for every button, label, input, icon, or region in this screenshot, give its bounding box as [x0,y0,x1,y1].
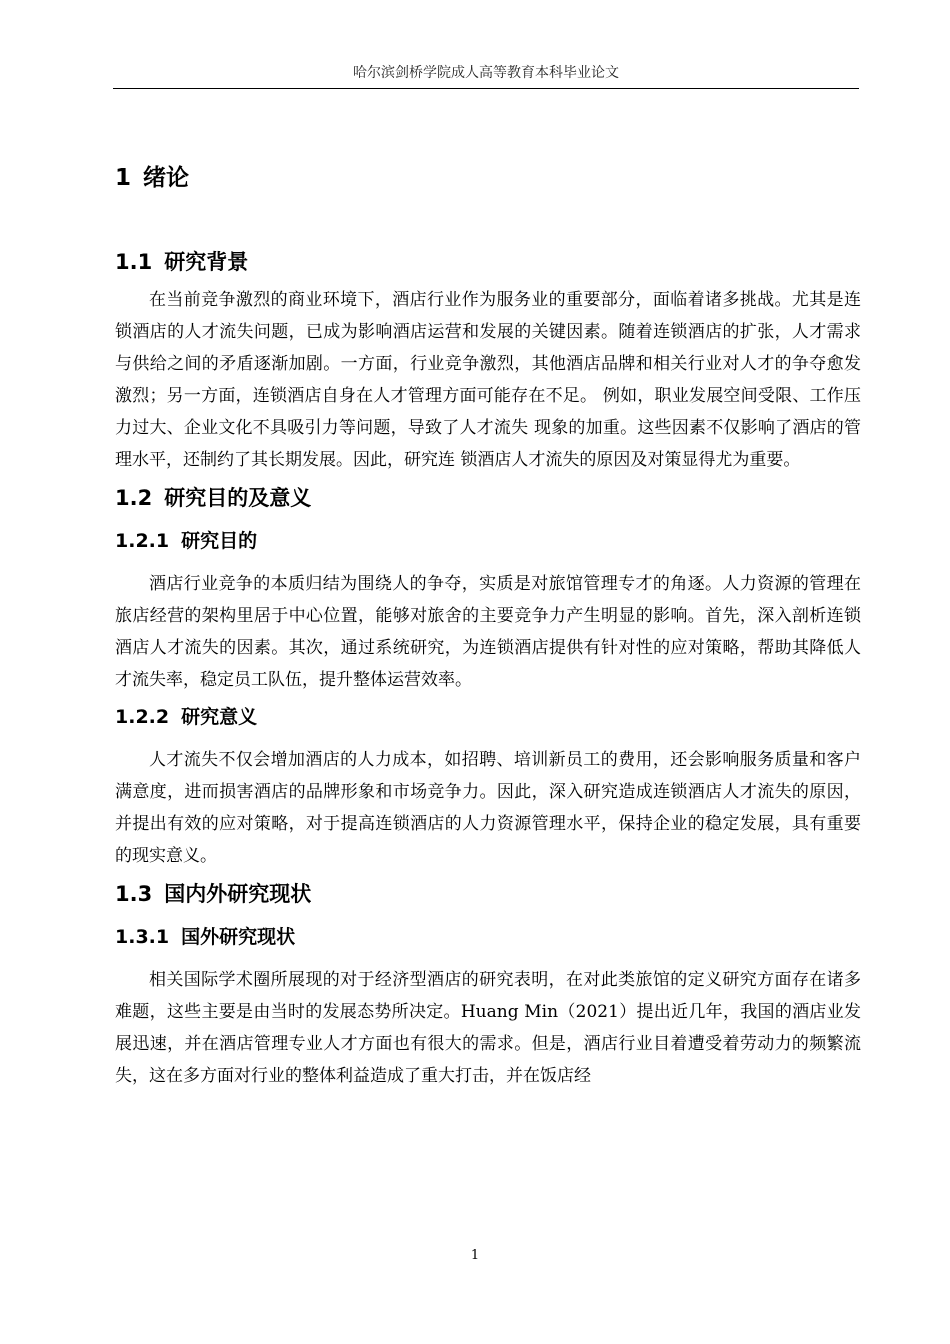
section-number: 1.2 [115,486,153,510]
subsection-title: 国外研究现状 [181,926,296,948]
section-title: 研究背景 [164,250,249,274]
subsection-heading-1-2-1 [115,520,861,562]
subsection-heading-1-3-1 [115,916,861,958]
subsection-number: 1.3.1 [115,926,170,948]
subsection-heading-1-2-2 [115,696,861,738]
paragraph-background: 在当前竞争激烈的商业环境下，酒店行业作为服务业的重要部分，面临着诸多挑战。尤其是连锁酒店的人才流失问题，已成为影响酒店运营和发展的关键因素。随着连锁酒店的扩张，人才需求与供给之间的矛盾逐渐加剧。一方面，行业竞争激烈，其他酒店品牌和相关行业对人才的争夺愈发激烈；另一方面，连锁酒店自身在人才管理方面可能存在不足。 例如，职业发展空间受限、工作压力过大、企业文化不具吸引力等问题，导致了人才流失 现象的加重。这些因素不仅影响了酒店的管理水平，还制约了其长期发展。因此，研究连 锁酒店人才流失的原因及对策显得尤为重要。 [115,290,861,470]
chapter-title: 绪论 [143,165,190,191]
section-title: 研究目的及意义 [164,486,312,510]
subsection-title: 研究目的 [181,530,258,552]
section-heading-1-1 [115,240,861,284]
subsection-number: 1.2.1 [115,530,170,552]
header-divider [113,88,859,89]
section-heading-1-2 [115,476,861,520]
page-header: 哈尔滨剑桥学院成人高等教育本科毕业论文 [353,65,619,81]
section-number: 1.3 [115,882,153,906]
chapter-heading [115,152,861,204]
paragraph-significance: 人才流失不仅会增加酒店的人力成本，如招聘、培训新员工的费用，还会影响服务质量和客户满意度，进而损害酒店的品牌形象和市场竞争力。因此，深入研究造成连锁酒店人才流失的原因，并提出有效的应对策略，对于提高连锁酒店的人力资源管理水平，保持企业的稳定发展，具有重要的现实意义。 [115,750,861,866]
chapter-number: 1 [115,165,132,191]
spacer [115,204,861,240]
section-heading-1-3 [115,872,861,916]
paragraph-foreign-research: 相关国际学术圈所展现的对于经济型酒店的研究表明，在对此类旅馆的定义研究方面存在诸多难题，这些主要是由当时的发展态势所决定。Huang Min（2021）提出近几年，我国的酒店业发展迅速，并在酒店管理专业人才方面也有很大的需求。但是，酒店行业目着遭受着劳动力的频繁流失，这在多方面对行业的整体利益造成了重大打击，并在饭店经 [115,970,861,1086]
document-body [115,152,861,1092]
subsection-title: 研究意义 [181,706,258,728]
section-number: 1.1 [115,250,153,274]
page-number: 1 [470,1248,480,1263]
section-title: 国内外研究现状 [164,882,312,906]
subsection-number: 1.2.2 [115,706,170,728]
paragraph-purpose: 酒店行业竞争的本质归结为围绕人的争夺，实质是对旅馆管理专才的角逐。人力资源的管理在旅店经营的架构里居于中心位置，能够对旅舍的主要竞争力产生明显的影响。首先，深入剖析连锁酒店人才流失的因素。其次，通过系统研究，为连锁酒店提供有针对性的应对策略，帮助其降低人才流失率，稳定员工队伍，提升整体运营效率。 [115,574,861,690]
